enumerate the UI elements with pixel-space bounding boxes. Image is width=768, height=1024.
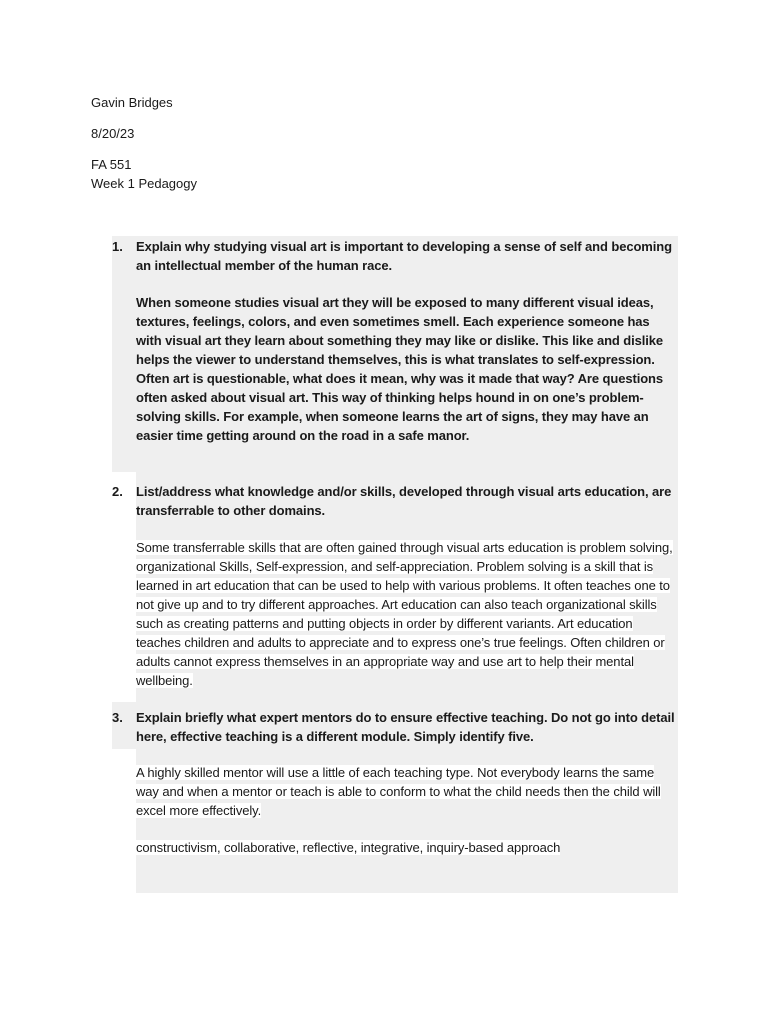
question-3-prompt: Explain briefly what expert mentors do to ensure effective teaching. Do not go into detail here, effective teaching is a different module. Simply identify five. bbox=[136, 710, 675, 744]
question-3-answer bbox=[136, 763, 678, 820]
question-2-number: 2. bbox=[112, 484, 123, 499]
assignment-title: Week 1 Pedagogy bbox=[91, 176, 197, 191]
author-name: Gavin Bridges bbox=[91, 95, 173, 110]
course-code: FA 551 bbox=[91, 157, 132, 172]
question-1-prompt: Explain why studying visual art is important to developing a sense of self and becoming an intellectual member of the human race. bbox=[136, 239, 672, 273]
question-3-answer-text: A highly skilled mentor will use a little of each teaching type. Not everybody learns the same way and when a mentor or teach is able to conform to what the child needs then the child will excel more effectively. bbox=[136, 765, 661, 818]
teaching-types-list bbox=[136, 838, 678, 857]
teaching-types-list-text: constructivism, collaborative, reflective, integrative, inquiry-based approach bbox=[136, 840, 561, 855]
document-date: 8/20/23 bbox=[91, 126, 135, 141]
question-2-answer bbox=[136, 538, 678, 690]
question-1-answer: When someone studies visual art they will be exposed to many different visual ideas, textures, feelings, colors, and even sometimes smell. Each experience someone has with visual art they learn about something they may like or dislike. This like and dislike helps the viewer to understand themselves, this is what translates to self-expression. Often art is questionable, what does it mean, why was it made that way? Are questions often asked about visual art. This way of thinking helps hound in on one’s problem-solving skills. For example, when someone learns the art of signs, they may have an easier time getting around on the road in a safe manor. bbox=[136, 295, 664, 443]
question-2-answer-text: Some transferrable skills that are often gained through visual arts education is problem solving, organizational Skills, Self-expression, and self-appreciation. Problem solving is a skill that is learned in art education that can be used to help with various problems. It often teaches one to not give up and to try different approaches. Art education can also teach organizational skills such as creating patterns and putting objects in order by different variants. Art education teaches children and adults to appreciate and to express one’s true feelings. Often children or adults cannot express themselves in an appropriate way and use art to help their mental wellbeing. bbox=[136, 540, 673, 688]
question-2-prompt: List/address what knowledge and/or skills, developed through visual arts education, are transferrable to other domains. bbox=[136, 484, 672, 518]
question-3-number: 3. bbox=[112, 710, 123, 725]
question-1-number: 1. bbox=[112, 239, 123, 254]
